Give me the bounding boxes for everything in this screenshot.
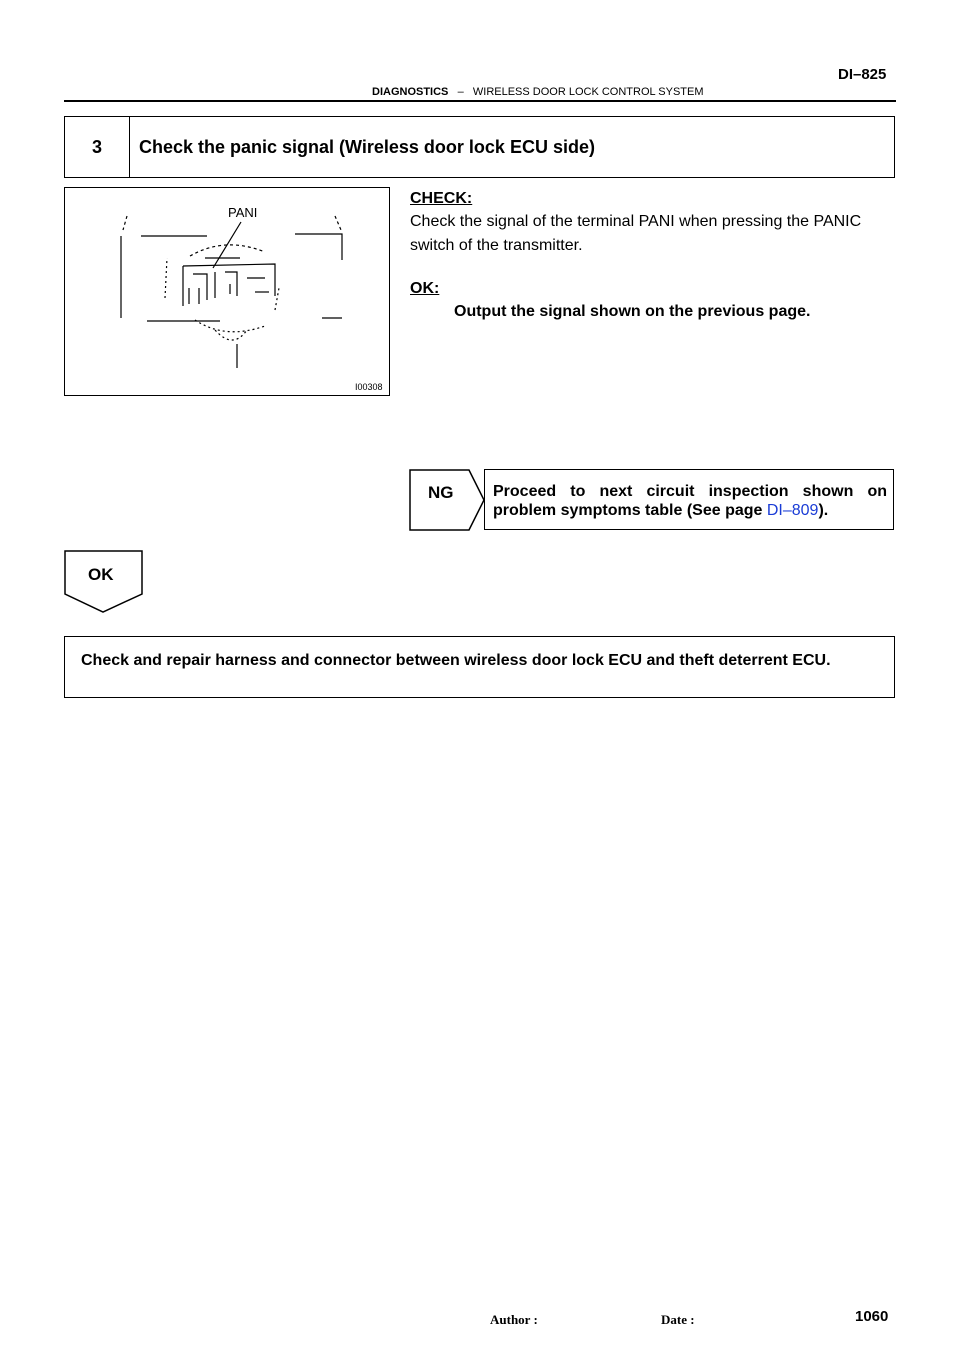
ng-label: NG [428,483,454,502]
ng-text-after: ). [818,502,829,519]
ok-text: Output the signal shown on the previous page. [454,303,811,320]
ng-action-text [493,482,887,520]
ok-label: OK [88,565,114,584]
header-rule [64,100,896,102]
ok-heading: OK: [410,280,440,297]
ng-text-before: Proceed to next circuit inspection shown on problem symptoms table (See page [493,483,887,519]
step-box [64,116,895,178]
page-code: DI–825 [838,66,887,83]
ng-action-box [484,469,894,530]
step-number: 3 [65,117,130,177]
author-label: Author : [490,1312,538,1327]
final-action-box [64,636,895,698]
header-separator: – [457,86,464,98]
header-title [372,86,704,98]
date-label: Date : [661,1312,695,1327]
final-action-text: Check and repair harness and connector between wireless door lock ECU and theft deterrent ECU. [81,652,831,669]
subsection-name: WIRELESS DOOR LOCK CONTROL SYSTEM [472,86,704,98]
section-name: DIAGNOSTICS [372,86,449,98]
figure-terminal-label: PANI [228,205,258,220]
check-text: Check the signal of the terminal PANI when pressing the PANIC switch of the transmitter. [410,213,862,254]
figure-id: I00308 [355,382,383,392]
connector-diagram [65,188,389,395]
step-title: Check the panic signal (Wireless door lock ECU side) [139,137,595,157]
connector-figure [64,187,390,396]
check-heading: CHECK: [410,190,473,207]
page-number: 1060 [855,1308,889,1325]
page-link[interactable]: DI–809 [766,502,819,519]
